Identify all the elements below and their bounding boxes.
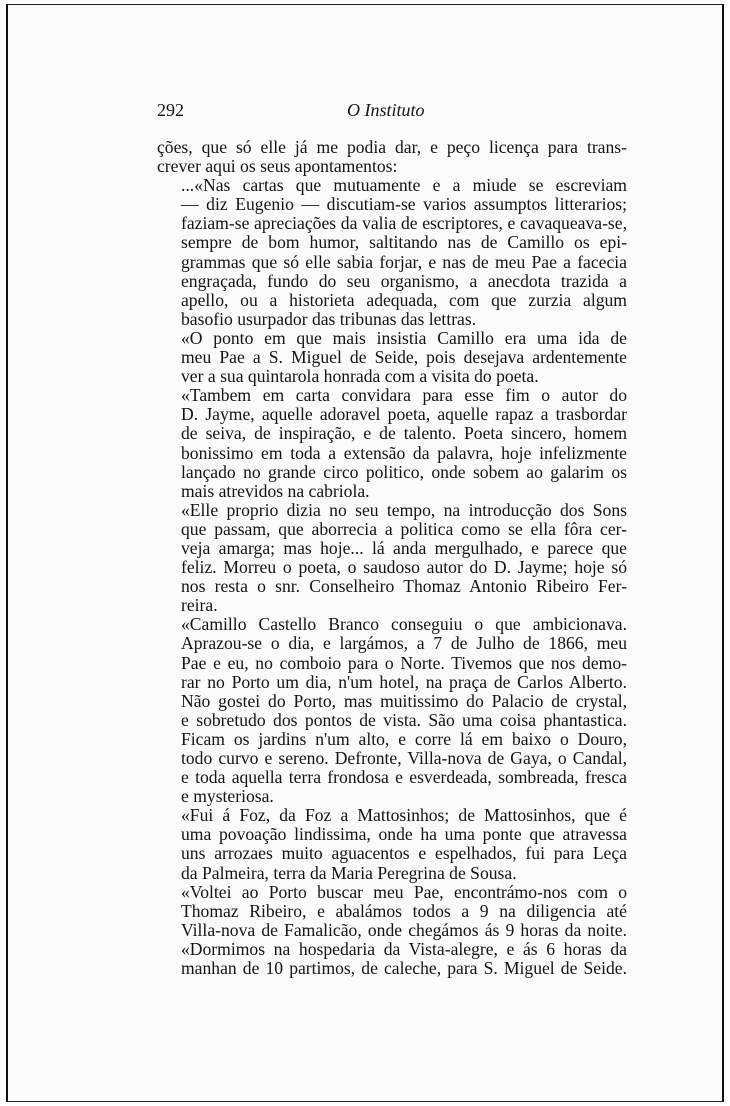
text-line: da Palmeira, terra da Maria Peregrina de Sousa. [181, 862, 517, 883]
text-line: «Elle proprio dizia no seu tempo, na introducção dos Sons [181, 499, 627, 520]
text-line: Aprazou-se o dia, e largámos, a 7 de Julho de 1866, meu [181, 633, 627, 654]
text-line: grammas que só elle sabia forjar, e nas de meu Pae a facecia [181, 251, 627, 272]
text-line: engraçada, fundo do seu organismo, a anecdota trazida a [181, 270, 627, 291]
text-line: veja amarga; mas hoje... lá anda mergulhado, e parece que [181, 537, 627, 558]
text-line: «Tambem em carta convidara para esse fim o autor do [181, 385, 627, 406]
text-line: basofio usurpador das tribunas das lettras. [181, 308, 477, 329]
text-line: Villa-nova de Famalicão, onde chegámos ás 9 horas da noite. [181, 919, 627, 940]
paragraph-6 [157, 615, 627, 806]
text-line: ver a sua quintarola honrada com a visita do poeta. [181, 366, 539, 387]
paragraph-4 [157, 386, 627, 501]
page-number: 292 [157, 100, 184, 120]
book-page [157, 100, 627, 978]
text-line: mais atrevidos na cabriola. [181, 480, 370, 501]
text-line: lançado no grande circo politico, onde sobem ao galarim os [181, 461, 627, 482]
paragraph-3 [157, 329, 627, 386]
running-title: O Instituto [347, 100, 425, 120]
page-header [157, 100, 627, 126]
text-line: «Fui á Foz, da Foz a Mattosinhos; de Mattosinhos, que é [181, 805, 627, 826]
text-line: «O ponto em que mais insistia Camillo era uma ida de [181, 327, 627, 348]
text-line: nos resta o snr. Conselheiro Thomaz Antonio Ribeiro Fer- [181, 576, 627, 597]
text-line: «Voltei ao Porto buscar meu Pae, encontrámo-nos com o [181, 881, 627, 902]
text-line: sempre de bom humor, saltitando nas de Camillo os epi- [181, 232, 627, 253]
text-line: ...«Nas cartas que mutuamente e a miude se escreviam [181, 175, 627, 196]
text-line: Thomaz Ribeiro, e abalámos todos a 9 na diligencia até [181, 900, 627, 921]
text-line: «Dormimos na hospedaria da Vista-alegre, e ás 6 horas da [181, 938, 627, 959]
paragraph-5 [157, 501, 627, 616]
text-line: meu Pae a S. Miguel de Seide, pois desejava ardentemente [181, 347, 627, 368]
text-line: e sobretudo dos pontos de vista. São uma coisa phantastica. [181, 709, 627, 730]
text-line: todo curvo e sereno. Defronte, Villa-nova de Gaya, o Candal, [181, 748, 627, 768]
text-line: crever aqui os seus apontamentos: [157, 156, 398, 177]
text-line: — diz Eugenio — discutiam-se varios assumptos litterarios; [181, 194, 627, 215]
text-line: D. Jayme, aquelle adoravel poeta, aquelle rapaz a trasbordar [181, 404, 627, 425]
text-line: «Camillo Castello Branco conseguiu o que ambicionava. [181, 614, 627, 635]
paragraph-2 [157, 176, 627, 329]
text-line: uns arrozaes muito aguacentos e espelhados, fui para Leça [181, 843, 627, 864]
text-line: e mysteriosa. [181, 786, 274, 807]
text-line: apello, ou a historieta adequada, com que zurzia algum [181, 289, 627, 310]
text-line: Não gostei do Porto, mas muitissimo do Palacio de crystal, [181, 690, 627, 711]
text-line: Pae e eu, no comboio para o Norte. Tivemos que nos demo- [181, 652, 627, 673]
text-line: ções, que só elle já me podia dar, e peço licença para trans- [157, 137, 627, 157]
paragraph-9 [157, 940, 627, 978]
text-line: faziam-se apreciações da valia de escriptores, e cavaqueava-se, [181, 213, 627, 234]
paragraph-8 [157, 883, 627, 940]
paragraph-1 [157, 138, 627, 176]
paragraph-7 [157, 806, 627, 882]
text-line: manhan de 10 partimos, de caleche, para S. Miguel de Seide. [181, 958, 627, 979]
text-line: feliz. Morreu o poeta, o saudoso autor do D. Jayme; hoje só [181, 557, 627, 578]
body-text [157, 138, 627, 978]
text-line: rar no Porto um dia, n'um hotel, na praça de Carlos Alberto. [181, 671, 627, 692]
text-line: e toda aquella terra frondosa e esverdeada, sombreada, fresca [181, 767, 627, 788]
text-line: bonissimo em toda a extensão da palavra, hoje infelizmente [181, 442, 627, 463]
text-line: Ficam os jardins n'um alto, e corre lá em baixo o Douro, [181, 728, 627, 749]
text-line: uma povoação lindissima, onde ha uma ponte que atravessa [181, 824, 627, 845]
text-line: que passam, que aborrecia a politica como se ella fôra cer- [181, 518, 627, 539]
text-line: de seiva, de inspiração, e de talento. Poeta sincero, homem [181, 423, 627, 444]
text-line: reira. [181, 595, 218, 616]
